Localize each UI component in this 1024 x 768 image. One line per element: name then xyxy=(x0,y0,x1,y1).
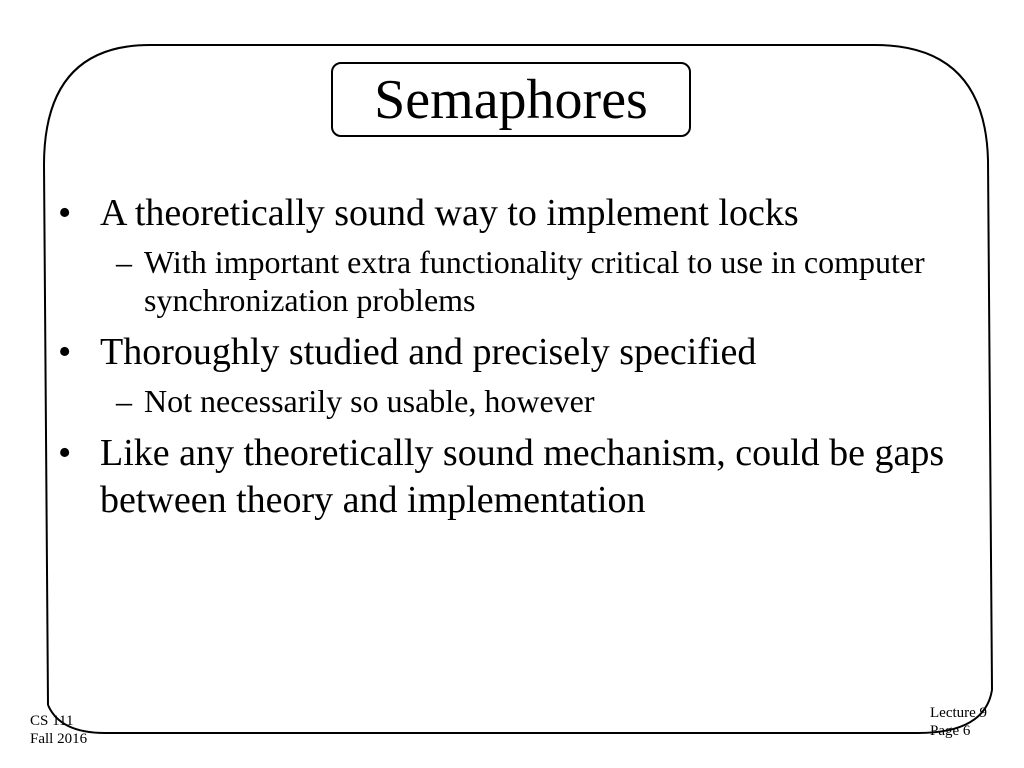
bullet-2 xyxy=(58,329,978,376)
bullet-1 xyxy=(58,190,978,237)
bullet-3 xyxy=(58,430,978,524)
bullet-1-sub-1-text: With important extra functionality critical to use in computer synchronization problems xyxy=(144,244,925,318)
slide-title: Semaphores xyxy=(374,68,648,131)
footer-page-info xyxy=(930,704,987,740)
footer-page: Page 6 xyxy=(930,723,971,739)
footer-course-info xyxy=(30,712,87,748)
bullet-marker: • xyxy=(58,432,72,474)
footer-lecture: Lecture 9 xyxy=(930,705,988,721)
bullet-1-text: A theoretically sound way to implement locks xyxy=(100,192,799,234)
footer-course: CS 111 xyxy=(30,713,74,729)
title-box xyxy=(331,62,691,137)
bullet-2-sub-1-text: Not necessarily so usable, however xyxy=(144,383,595,419)
sub-marker: – xyxy=(116,383,132,419)
bullet-2-sub-1 xyxy=(58,382,978,420)
bullet-2-text: Thoroughly studied and precisely specified xyxy=(100,331,757,373)
slide-content xyxy=(58,190,978,526)
bullet-marker: • xyxy=(58,331,72,373)
bullet-3-text: Like any theoretically sound mechanism, could be gaps between theory and implementation xyxy=(100,432,945,521)
bullet-marker: • xyxy=(58,192,72,234)
footer-term: Fall 2016 xyxy=(30,731,88,747)
sub-marker: – xyxy=(116,244,132,280)
bullet-1-sub-1 xyxy=(58,243,978,319)
